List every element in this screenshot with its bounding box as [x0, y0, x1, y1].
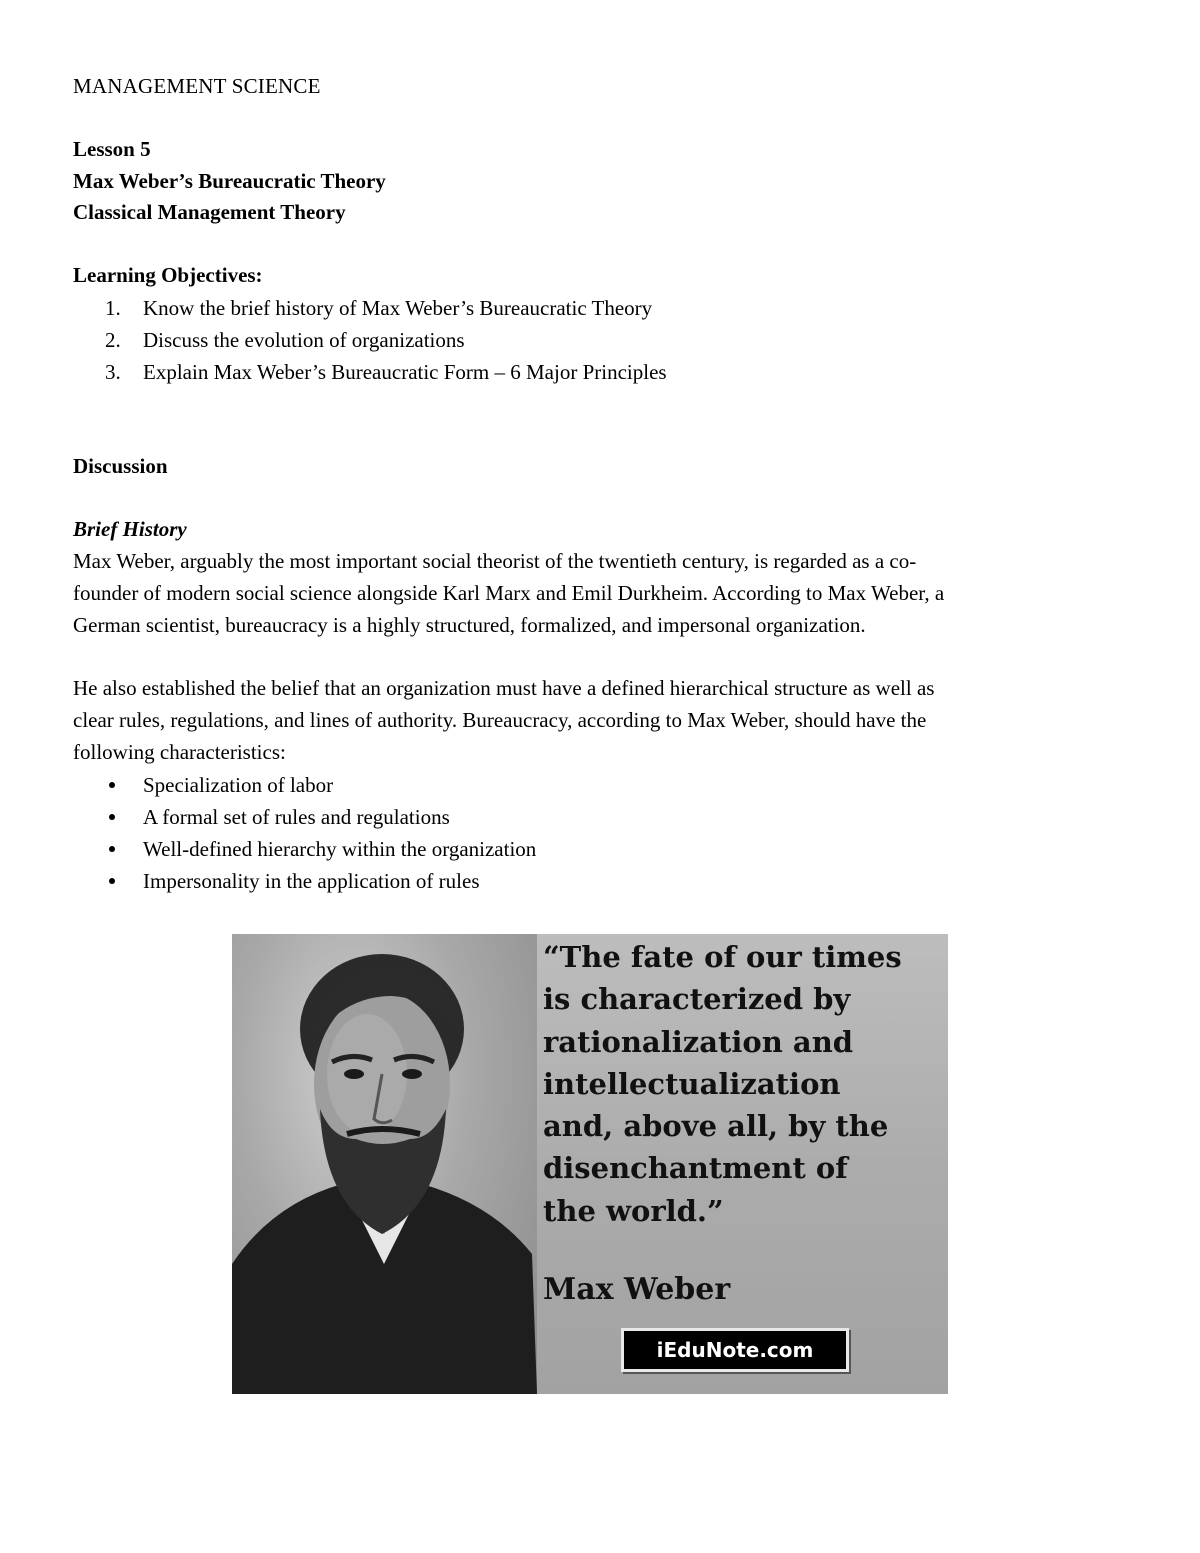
list-item: [73, 833, 536, 865]
paragraph-line: He also established the belief that an organization must have a defined hierarchical structure as well as: [73, 676, 935, 700]
discussion-heading: Discussion: [73, 454, 168, 478]
brief-history-heading: Brief History: [73, 517, 187, 541]
list-item: [73, 292, 667, 324]
quote-line: the world.”: [543, 1193, 724, 1228]
portrait-figure-icon: [232, 934, 537, 1394]
characteristic-text: A formal set of rules and regulations: [143, 805, 450, 829]
objective-text: Know the brief history of Max Weber’s Bureaucratic Theory: [143, 296, 653, 320]
lesson-topic: Max Weber’s Bureaucratic Theory: [73, 169, 386, 193]
bullet-icon: [109, 846, 115, 852]
objective-text: Explain Max Weber’s Bureaucratic Form – 6 Major Principles: [143, 360, 667, 384]
lesson-subtopic: Classical Management Theory: [73, 200, 346, 224]
weber-quote: [543, 936, 943, 1232]
lesson-number: Lesson 5: [73, 137, 151, 161]
weber-quote-image: [232, 934, 948, 1394]
paragraph-line: founder of modern social science alongside Karl Marx and Emil Durkheim. According to Max Weber, a: [73, 581, 945, 605]
list-item: [73, 356, 667, 388]
paragraph-brief-history: [73, 545, 1133, 641]
objective-text: Discuss the evolution of organizations: [143, 328, 465, 352]
list-number: 2.: [105, 328, 121, 352]
quote-line: “The fate of our times: [543, 940, 902, 974]
bullet-icon: [109, 814, 115, 820]
paragraph-line: clear rules, regulations, and lines of authority. Bureaucracy, according to Max Weber, should have the: [73, 708, 927, 732]
characteristic-text: Impersonality in the application of rules: [143, 869, 480, 893]
list-number: 1.: [105, 296, 121, 320]
quote-line: intellectualization: [543, 1066, 841, 1101]
quote-line: is characterized by: [543, 982, 851, 1017]
paragraph-line: following characteristics:: [73, 740, 286, 764]
list-item: [73, 769, 536, 801]
list-item: [73, 324, 667, 356]
characteristic-text: Specialization of labor: [143, 773, 334, 797]
quote-line: disenchantment of: [543, 1151, 848, 1186]
source-badge: iEduNote.com: [621, 1328, 849, 1372]
portrait-photo: [232, 934, 537, 1394]
characteristics-list: [73, 769, 536, 897]
objectives-heading: Learning Objectives:: [73, 263, 263, 287]
characteristic-text: Well-defined hierarchy within the organization: [143, 837, 537, 861]
list-item: [73, 865, 536, 897]
quote-author: Max Weber: [543, 1272, 731, 1307]
course-title: MANAGEMENT SCIENCE: [73, 74, 321, 98]
bullet-icon: [109, 782, 115, 788]
objectives-list: [73, 292, 667, 388]
paragraph-line: German scientist, bureaucracy is a highly structured, formalized, and impersonal organization.: [73, 613, 866, 637]
quote-line: rationalization and: [543, 1024, 854, 1059]
paragraph-line: Max Weber, arguably the most important social theorist of the twentieth century, is regarded as a co-: [73, 549, 917, 573]
paragraph-characteristics-intro: [73, 672, 1133, 768]
bullet-icon: [109, 878, 115, 884]
quote-line: and, above all, by the: [543, 1109, 889, 1144]
list-item: [73, 801, 536, 833]
list-number: 3.: [105, 360, 121, 384]
